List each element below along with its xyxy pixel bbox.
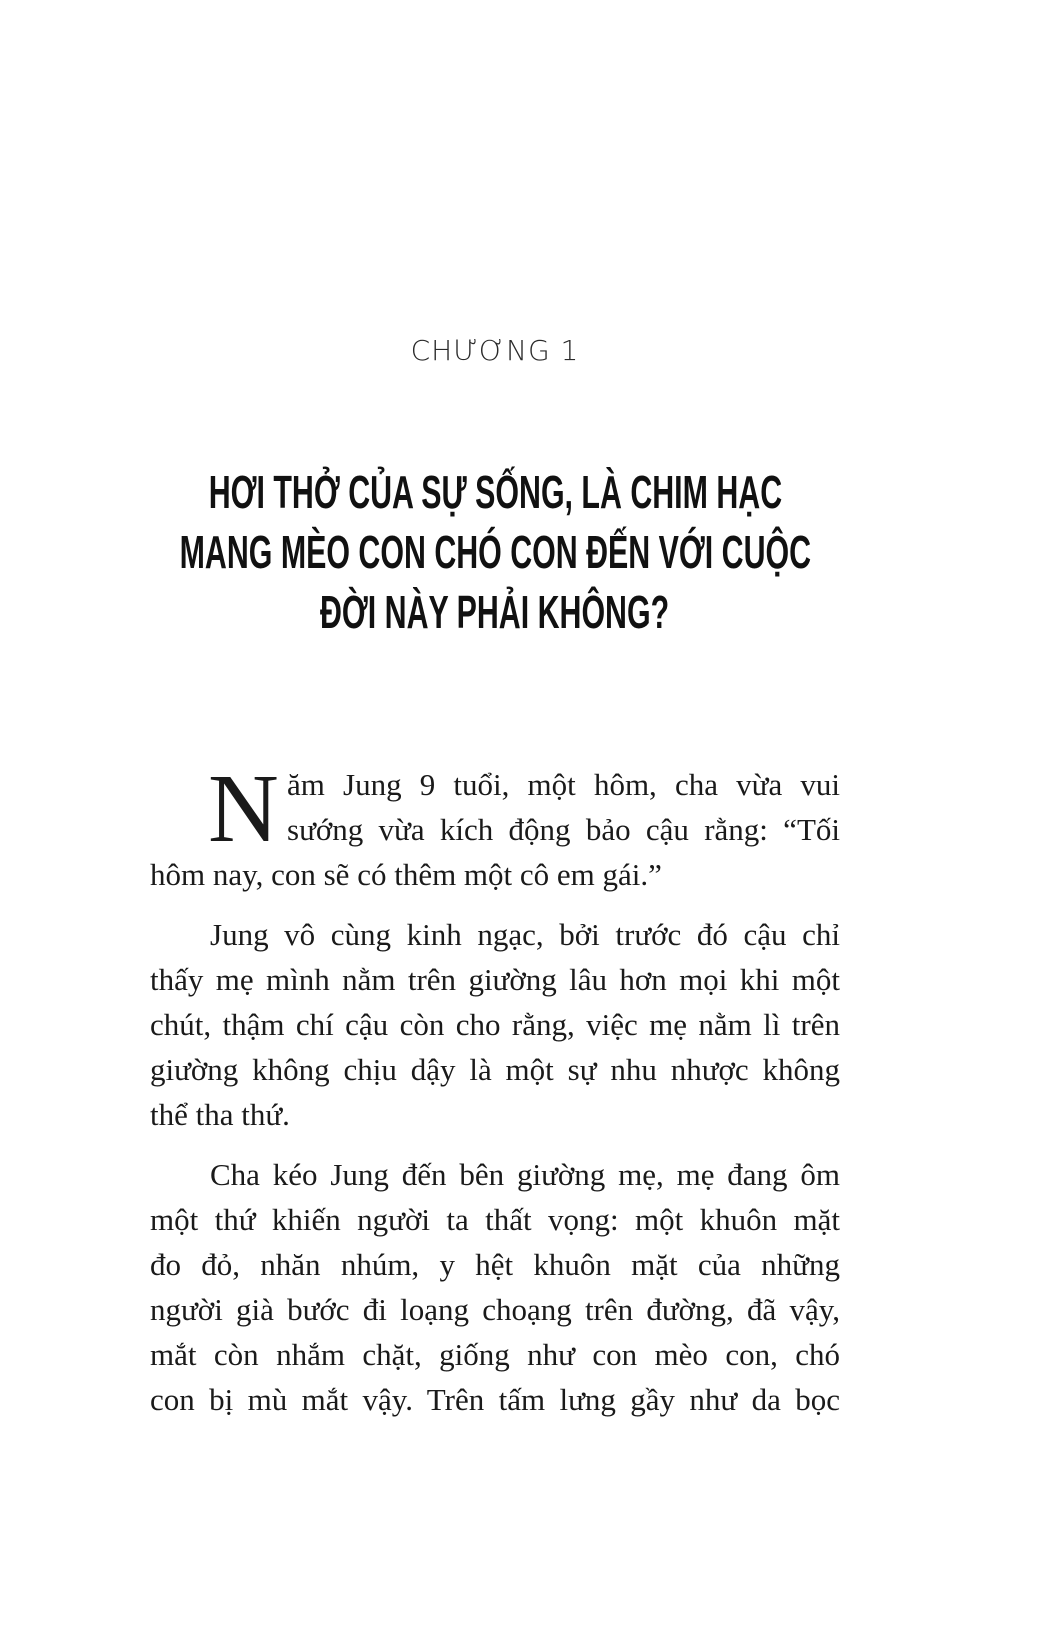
text-line: người già bước đi loạng choạng trên đường, đã vậy, bbox=[150, 1292, 840, 1327]
text-line: ăm Jung 9 tuổi, một hôm, cha vừa vui bbox=[287, 767, 840, 802]
text-line: giường không chịu dậy là một sự nhu nhược không bbox=[150, 1052, 840, 1087]
text-line: chút, thậm chí cậu còn cho rằng, việc mẹ nằm lì trên bbox=[150, 1007, 840, 1042]
text-line: thấy mẹ mình nằm trên giường lâu hơn mọi khi một bbox=[150, 962, 840, 997]
body-text bbox=[150, 755, 840, 1437]
drop-cap: N bbox=[208, 755, 279, 863]
text-line: sướng vừa kích động bảo cậu rằng: “Tối bbox=[287, 812, 840, 847]
text-line: hôm nay, con sẽ có thêm một cô em gái.” bbox=[150, 857, 662, 892]
title-line: HƠI THỞ CỦA SỰ SỐNG, LÀ CHIM HẠC bbox=[208, 466, 782, 518]
text-line: một thứ khiến người ta thất vọng: một khuôn mặt bbox=[150, 1202, 840, 1237]
text-line: thể tha thứ. bbox=[150, 1097, 290, 1132]
paragraph-2 bbox=[150, 912, 840, 1137]
title-line: ĐỜI NÀY PHẢI KHÔNG? bbox=[320, 586, 670, 638]
paragraph-3 bbox=[150, 1152, 840, 1422]
text-line: Jung vô cùng kinh ngạc, bởi trước đó cậu chỉ bbox=[210, 917, 840, 952]
text-line: mắt còn nhắm chặt, giống như con mèo con, chó bbox=[150, 1337, 840, 1372]
text-line: đo đỏ, nhăn nhúm, y hệt khuôn mặt của những bbox=[150, 1247, 840, 1282]
text-line: Cha kéo Jung đến bên giường mẹ, mẹ đang ôm bbox=[210, 1157, 840, 1192]
text-line: con bị mù mắt vậy. Trên tấm lưng gầy như da bọc bbox=[150, 1382, 840, 1417]
chapter-title bbox=[0, 462, 990, 642]
title-line: MANG MÈO CON CHÓ CON ĐẾN VỚI CUỘC bbox=[179, 526, 811, 578]
chapter-label: CHƯƠNG 1 bbox=[410, 334, 580, 367]
